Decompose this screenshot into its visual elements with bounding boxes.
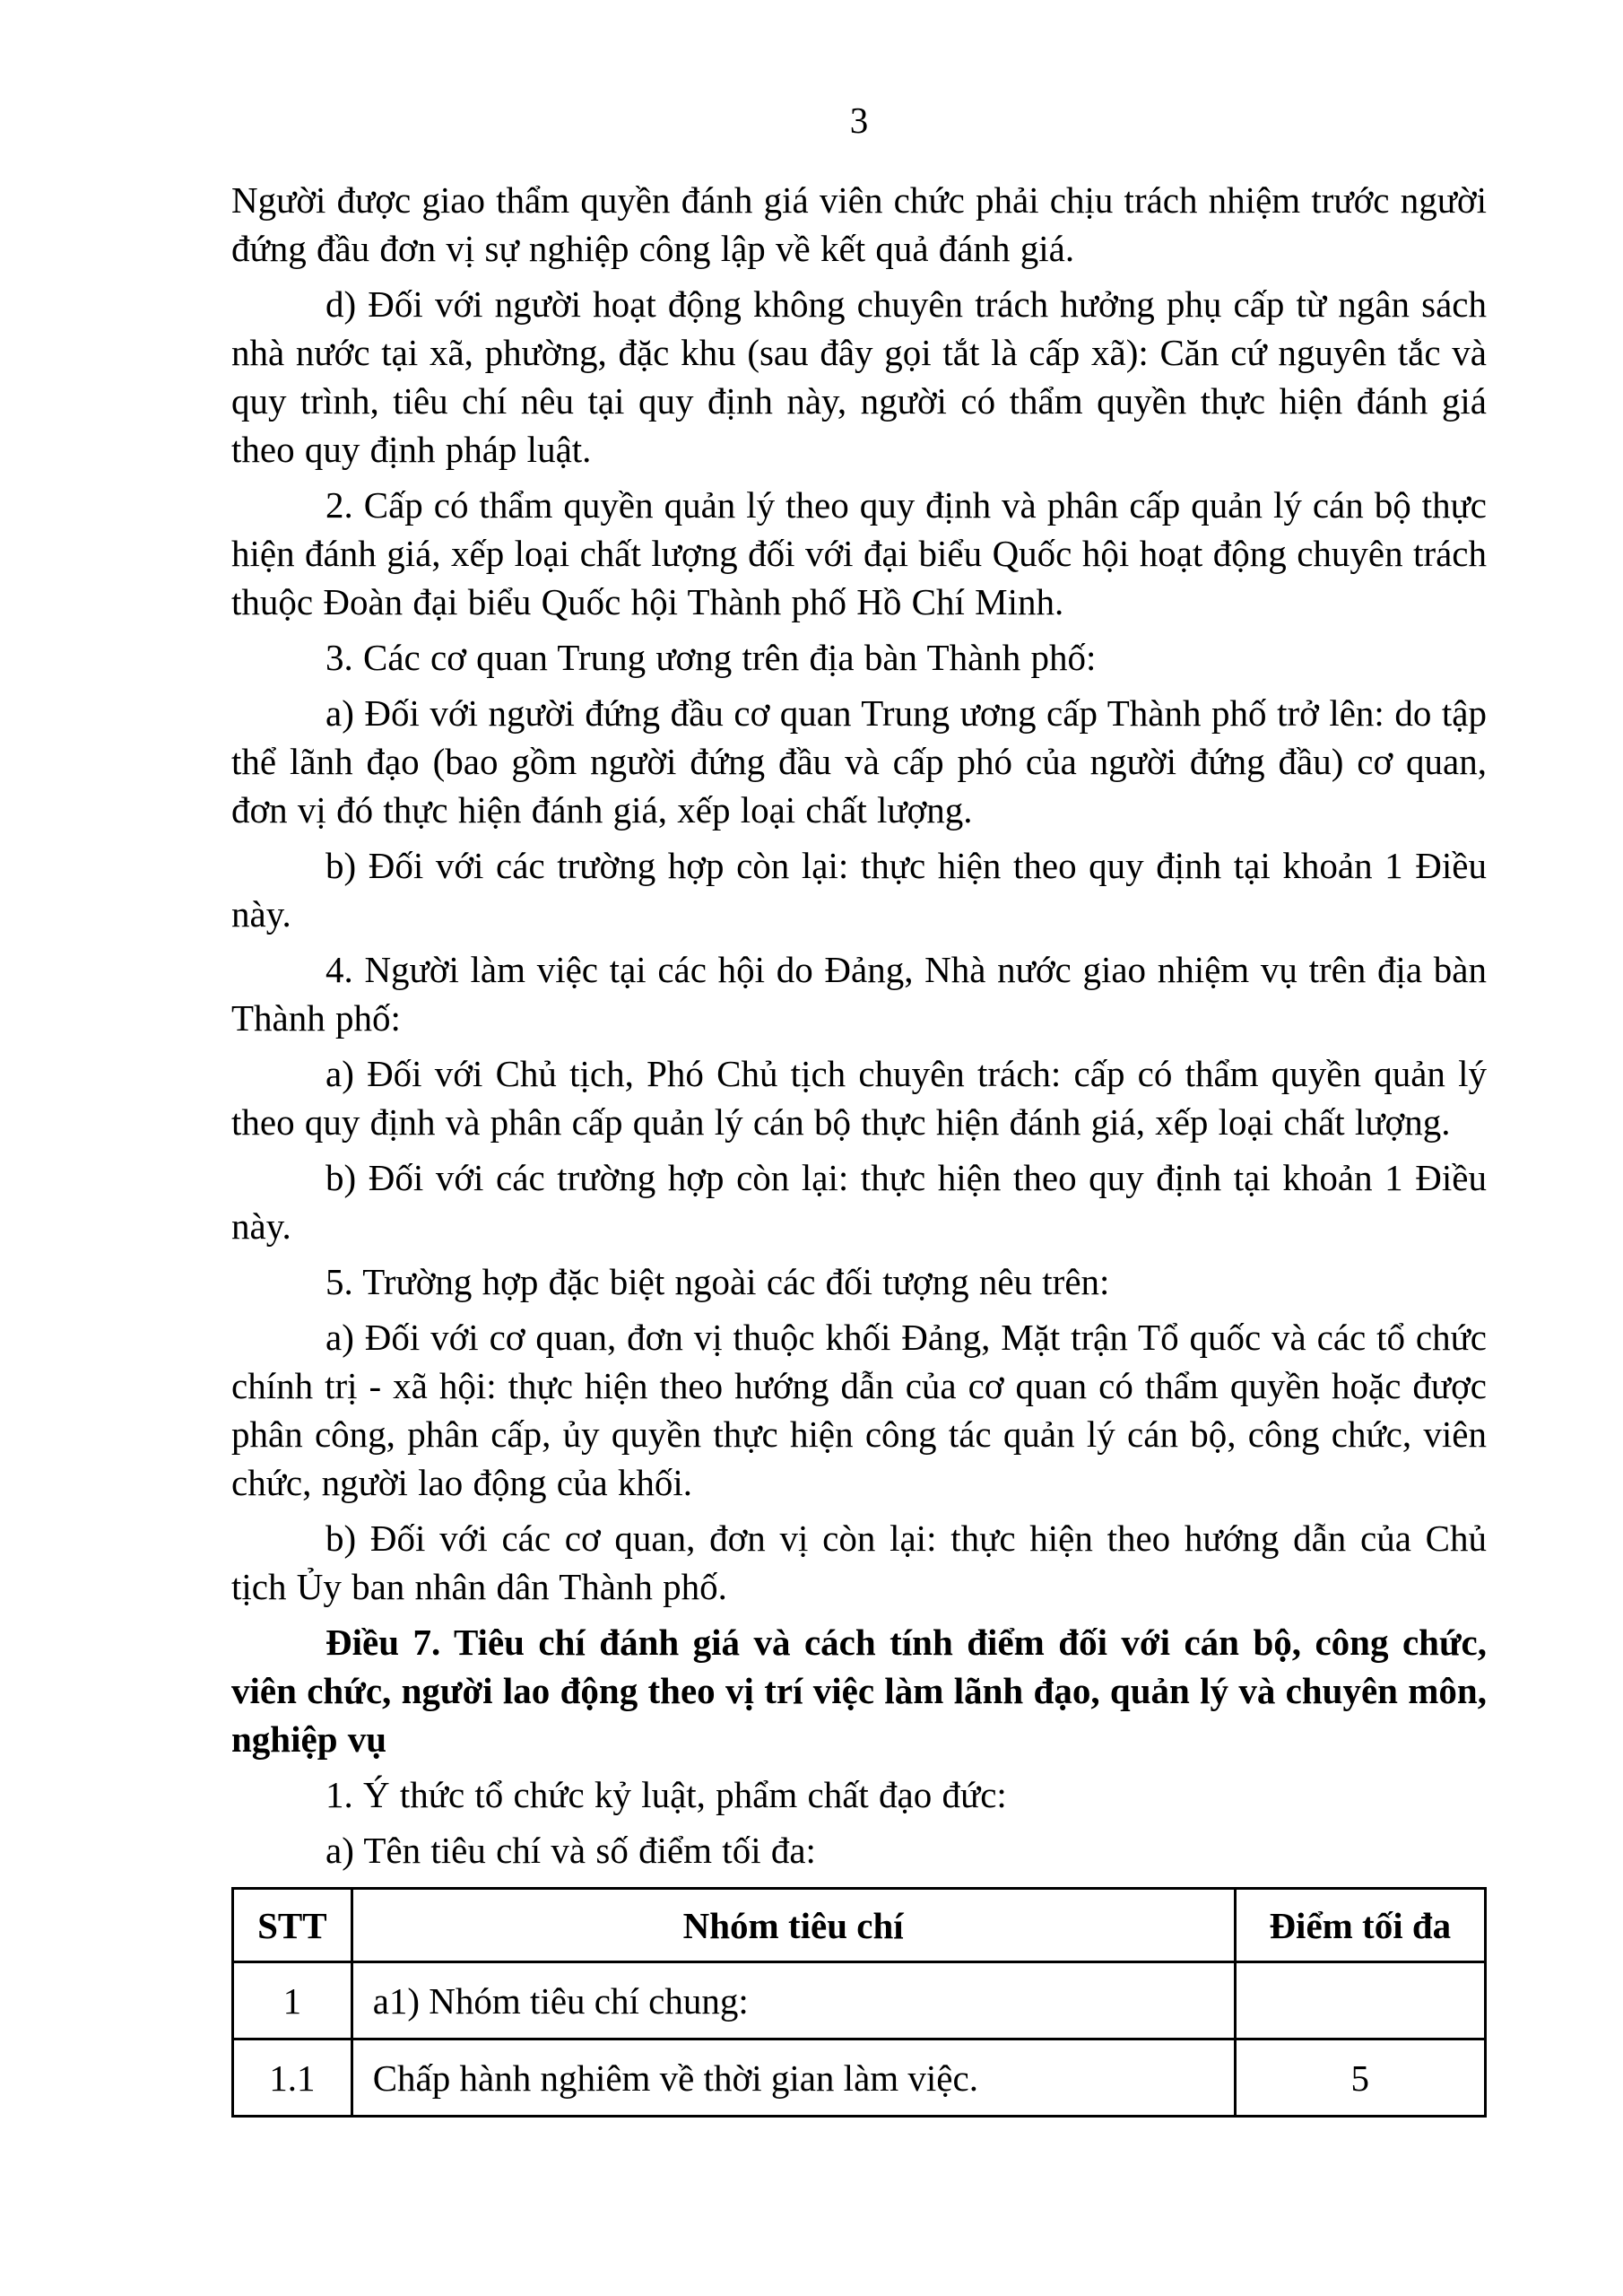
paragraph: 3. Các cơ quan Trung ương trên địa bàn Thành phố:: [325, 637, 1097, 678]
table-row: [233, 2039, 1486, 2117]
paragraph: 5. Trường hợp đặc biệt ngoài các đối tượng nêu trên:: [325, 1261, 1110, 1302]
cell-criteria: Chấp hành nghiêm về thời gian làm việc.: [352, 2039, 1235, 2117]
criteria-table-body: [233, 1962, 1486, 2117]
document-body: [231, 176, 1487, 1874]
criteria-table-header: [233, 1889, 1486, 1962]
table-header-row: [233, 1889, 1486, 1962]
paragraph: 2. Cấp có thẩm quyền quản lý theo quy định và phân cấp quản lý cán bộ thực hiện đánh giá, xếp loại chất lượng đối với đại biểu Quốc hội hoạt động chuyên trách thuộc Đoàn đại biểu Quốc hội Thành phố Hồ Chí Minh.: [231, 484, 1487, 622]
paragraph: Người được giao thẩm quyền đánh giá viên chức phải chịu trách nhiệm trước người đứng đầu đơn vị sự nghiệp công lập về kết quả đánh giá.: [231, 179, 1487, 269]
table-row: [233, 1962, 1486, 2039]
paragraph: 1. Ý thức tổ chức kỷ luật, phẩm chất đạo đức:: [325, 1774, 1007, 1815]
paragraph: a) Đối với cơ quan, đơn vị thuộc khối Đảng, Mặt trận Tổ quốc và các tổ chức chính trị - xã hội: thực hiện theo hướng dẫn của cơ quan có thẩm quyền hoặc được phân công, phân cấp, ủy quyền thực hiện công tác quản lý cán bộ, công chức, viên chức, người lao động của khối.: [231, 1317, 1487, 1503]
paragraph: a) Đối với người đứng đầu cơ quan Trung ương cấp Thành phố trở lên: do tập thể lãnh đạo (bao gồm người đứng đầu và cấp phó của người đứng đầu) cơ quan, đơn vị đó thực hiện đánh giá, xếp loại chất lượng.: [231, 692, 1487, 831]
page-number: 3: [849, 100, 869, 141]
criteria-table: [231, 1887, 1487, 2118]
cell-stt: 1: [233, 1962, 352, 2039]
cell-max-points: [1235, 1962, 1485, 2039]
paragraph: b) Đối với các trường hợp còn lại: thực hiện theo quy định tại khoản 1 Điều này.: [231, 1157, 1487, 1247]
paragraph: a) Tên tiêu chí và số điểm tối đa:: [325, 1830, 816, 1871]
paragraph: d) Đối với người hoạt động không chuyên trách hưởng phụ cấp từ ngân sách nhà nước tại xã, phường, đặc khu (sau đây gọi tắt là cấp xã): Căn cứ nguyên tắc và quy trình, tiêu chí nêu tại quy định này, người có thẩm quyền thực hiện đánh giá theo quy định pháp luật.: [231, 283, 1487, 470]
paragraph: a) Đối với Chủ tịch, Phó Chủ tịch chuyên trách: cấp có thẩm quyền quản lý theo quy định và phân cấp quản lý cán bộ thực hiện đánh giá, xếp loại chất lượng.: [231, 1053, 1487, 1143]
header-criteria-group: Nhóm tiêu chí: [352, 1889, 1235, 1962]
header-stt: STT: [233, 1889, 352, 1962]
article-heading: Điều 7. Tiêu chí đánh giá và cách tính điểm đối với cán bộ, công chức, viên chức, người lao động theo vị trí việc làm lãnh đạo, quản lý và chuyên môn, nghiệp vụ: [231, 1622, 1487, 1760]
paragraph: b) Đối với các cơ quan, đơn vị còn lại: thực hiện theo hướng dẫn của Chủ tịch Ủy ban nhân dân Thành phố.: [231, 1518, 1487, 1607]
paragraph: 4. Người làm việc tại các hội do Đảng, Nhà nước giao nhiệm vụ trên địa bàn Thành phố:: [231, 949, 1487, 1039]
cell-stt: 1.1: [233, 2039, 352, 2117]
cell-max-points: 5: [1235, 2039, 1485, 2117]
cell-criteria: a1) Nhóm tiêu chí chung:: [352, 1962, 1235, 2039]
header-max-points: Điểm tối đa: [1235, 1889, 1485, 1962]
paragraph: b) Đối với các trường hợp còn lại: thực hiện theo quy định tại khoản 1 Điều này.: [231, 845, 1487, 935]
